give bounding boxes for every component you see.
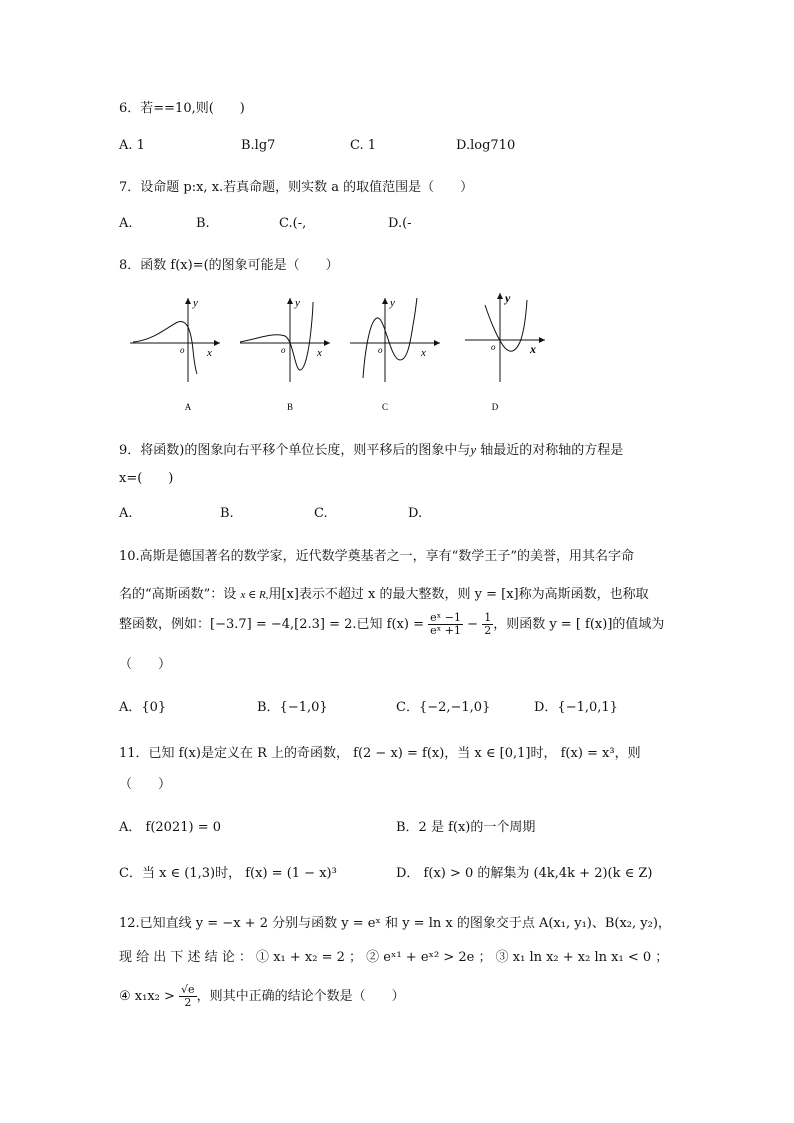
graph-c xyxy=(350,297,440,410)
q9-stem-y: y xyxy=(470,442,477,457)
q9-stem-part1: 9．将函数)的图象向右平移个单位长度，则平移后的图象中与 xyxy=(119,443,471,458)
graph-a-x-label: x xyxy=(207,347,212,359)
q11-option-b: B．2 是 f(x)的一个周期 xyxy=(396,820,536,835)
graph-c-y-label: y xyxy=(390,297,395,309)
q10-line2-c: 用[x]表示不超过 x 的最大整数，则 y = [x]称为高斯函数，也称取 xyxy=(268,587,649,602)
q10-line2-a: 名的“高斯函数”：设 xyxy=(119,587,241,602)
graph-b-origin: o xyxy=(281,345,286,355)
graph-b-y-label: y xyxy=(295,297,300,309)
q9-stem-line1 xyxy=(119,439,623,458)
q10-line3-b: ，则函数 y = [ f(x)]的值域为 xyxy=(493,617,665,632)
q9-option-a: A. xyxy=(119,506,133,521)
graph-b xyxy=(240,297,330,410)
q10-frac2-den: 2 xyxy=(484,624,492,637)
q12-line2: 现 给 出 下 述 结 论 ： ① x₁ + x₂ = 2 ； ② eˣ¹ + eˣ² > 2e ； ③ x₁ ln x₂ + x₂ ln x₁ < 0 ； xyxy=(119,950,669,965)
q6-option-d: D.log710 xyxy=(456,138,516,153)
q9-option-b: B. xyxy=(220,506,234,521)
q10-line4: （ ） xyxy=(119,657,172,672)
q12-frac-den: 2 xyxy=(184,996,192,1009)
q7-option-d: D.(- xyxy=(388,216,412,231)
q10-frac2-num: 1 xyxy=(484,611,492,624)
graph-a-origin: o xyxy=(180,345,185,355)
q8-graphs xyxy=(125,290,565,410)
q10-line2 xyxy=(119,583,649,602)
graph-a-y-label: y xyxy=(193,297,198,309)
graph-c-label: C xyxy=(381,402,389,410)
q8-stem: 8．函数 f(x)=(的图象可能是（ ） xyxy=(119,258,339,273)
q10-line3-a: 整函数，例如：[−3.7] = −4,[2.3] = 2.已知 f(x) = xyxy=(119,617,424,632)
graph-d-x-label: x xyxy=(530,342,536,356)
graph-c-x-label: x xyxy=(421,347,426,359)
q10-fraction-2 xyxy=(482,612,493,637)
q11-line1: 11．已知 f(x)是定义在 R 上的奇函数， f(2 − x) = f(x)，当 x ∈ [0,1]时， f(x) = x³，则 xyxy=(119,746,641,761)
q7-stem: 7．设命题 p:x, x.若真命题，则实数 a 的取值范围是（ ） xyxy=(119,180,474,195)
q9-stem-part2: 轴最近的对称轴的方程是 xyxy=(476,443,624,458)
graph-c-origin: o xyxy=(378,345,383,355)
q6-stem: 6．若==10,则( ) xyxy=(119,101,245,116)
graph-d-origin: o xyxy=(491,342,496,352)
q10-line1: 10.高斯是德国著名的数学家，近代数学奠基者之一，享有“数学王子”的美誉，用其名字命 xyxy=(119,549,634,564)
q12-line3 xyxy=(119,984,405,1009)
q10-option-d: D．{−1,0,1} xyxy=(534,700,618,715)
q6-option-a: A. 1 xyxy=(119,138,145,153)
graph-a-label: A xyxy=(184,402,192,410)
q11-option-c: C．当 x ∈ (1,3)时， f(x) = (1 − x)³ xyxy=(119,866,337,881)
q10-option-c: C．{−2,−1,0} xyxy=(396,700,491,715)
q7-option-a: A. xyxy=(119,216,133,231)
q10-line2-b: x ∈ R, xyxy=(240,589,269,601)
q6-option-b: B.lg7 xyxy=(241,138,276,153)
q11-option-a: A． f(2021) = 0 xyxy=(119,820,221,835)
graph-b-x-label: x xyxy=(317,347,322,359)
q11-option-d: D． f(x) > 0 的解集为 (4k,4k + 2)(k ∈ Z) xyxy=(396,866,653,881)
q10-option-b: B．{−1,0} xyxy=(257,700,328,715)
q10-line3 xyxy=(119,612,664,637)
graph-b-label: B xyxy=(286,402,294,410)
graph-d xyxy=(465,291,545,410)
q12-fraction xyxy=(179,984,197,1009)
q12-line3-a: ④ x₁x₂ > xyxy=(119,989,175,1004)
graph-a xyxy=(130,297,220,410)
q11-line2: （ ） xyxy=(119,777,172,792)
graph-d-y-label: y xyxy=(505,291,511,305)
q10-frac1-num: eˣ −1 xyxy=(430,611,462,624)
q6-option-c: C. 1 xyxy=(350,138,377,153)
q12-line1: 12.已知直线 y = −x + 2 分别与函数 y = eˣ 和 y = ln x 的图象交于点 A(x₁, y₁)、B(x₂, y₂)， xyxy=(119,916,671,931)
q10-minus: − xyxy=(463,617,483,632)
q10-fraction-1 xyxy=(428,612,463,637)
graph-d-label: D xyxy=(491,402,499,410)
q9-stem-line2: x=( ) xyxy=(119,471,174,486)
q9-option-c: C. xyxy=(314,506,328,521)
q9-option-d: D. xyxy=(408,506,423,521)
q10-frac1-den: eˣ +1 xyxy=(430,624,462,637)
q10-option-a: A．{0} xyxy=(119,700,167,715)
q12-line3-b: ，则其中正确的结论个数是（ ） xyxy=(196,989,405,1004)
q7-option-c: C.(-, xyxy=(279,216,307,231)
q12-frac-num: √e xyxy=(181,983,195,996)
q7-option-b: B. xyxy=(196,216,210,231)
